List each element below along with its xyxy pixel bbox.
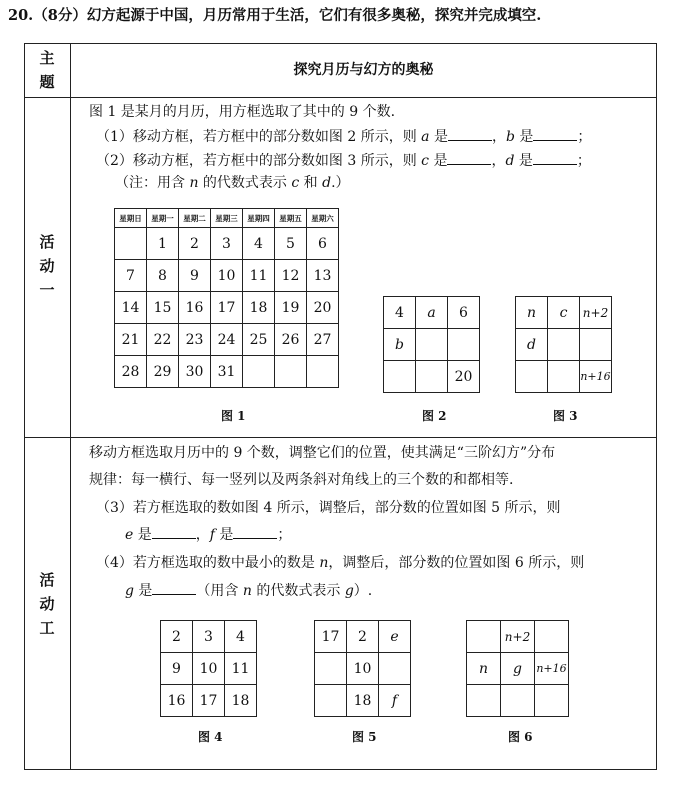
question-2: （2）移动方框，若方框中的部分数如图 3 所示，则 c 是 ，d 是 ； <box>96 150 591 171</box>
calendar-cell: 27 <box>307 324 339 356</box>
weekday-header: 星期三 <box>211 209 243 228</box>
calendar-cell: 31 <box>211 356 243 388</box>
grid-cell <box>315 653 347 685</box>
calendar-row <box>115 356 339 388</box>
grid-cell <box>535 685 569 717</box>
grid-cell: 2 <box>161 621 193 653</box>
grid-cell <box>535 621 569 653</box>
answer-blank-a[interactable] <box>448 126 492 141</box>
grid-cell: 11 <box>225 653 257 685</box>
activity1-label: 活 动 一 <box>39 233 55 299</box>
grid-cell: 6 <box>448 297 480 329</box>
calendar-header-row <box>115 209 339 228</box>
question-3-line2: e 是 ，f 是 ； <box>125 524 291 545</box>
figure-caption-2: 图 2 <box>422 409 447 423</box>
question-4-line1: （4）若方框选取的数中最小的数是 n，调整后，部分数的位置如图 6 所示，则 <box>96 555 585 571</box>
calendar-cell: 30 <box>179 356 211 388</box>
grid-cell <box>315 685 347 717</box>
grid-cell <box>467 685 501 717</box>
calendar-cell: 19 <box>275 292 307 324</box>
calendar-cell: 11 <box>243 260 275 292</box>
answer-blank-d[interactable] <box>533 150 577 165</box>
calendar-cell <box>115 228 147 260</box>
figure-4-grid <box>160 620 257 717</box>
weekday-header: 星期六 <box>307 209 339 228</box>
grid-cell: 18 <box>347 685 379 717</box>
grid-cell: 17 <box>193 685 225 717</box>
figure-caption-5: 图 5 <box>352 730 377 744</box>
figure-caption-6: 图 6 <box>508 730 533 744</box>
grid-cell <box>416 361 448 393</box>
question-1: （1）移动方框，若方框中的部分数如图 2 所示，则 a 是 ，b 是 ； <box>96 126 591 147</box>
grid-cell: n <box>467 653 501 685</box>
figure-3-grid <box>515 296 612 393</box>
weekday-header: 星期一 <box>147 209 179 228</box>
calendar-cell: 28 <box>115 356 147 388</box>
figure-2-grid <box>383 296 480 393</box>
question-4-line2: g 是 （用含 n 的代数式表示 g）. <box>125 580 372 601</box>
grid-cell <box>384 361 416 393</box>
grid-cell: f <box>379 685 411 717</box>
grid-cell: 10 <box>347 653 379 685</box>
note: （注：用含 n 的代数式表示 c 和 d.） <box>115 175 350 191</box>
grid-cell <box>548 361 580 393</box>
weekday-header: 星期二 <box>179 209 211 228</box>
grid-cell <box>501 685 535 717</box>
calendar-cell: 1 <box>147 228 179 260</box>
calendar-cell <box>307 356 339 388</box>
calendar-cell: 9 <box>179 260 211 292</box>
question-header: 20.（8分）幻方起源于中国，月历常用于生活，它们有很多奥秘，探究并完成填空. <box>8 7 542 24</box>
calendar-row <box>115 292 339 324</box>
calendar-cell: 29 <box>147 356 179 388</box>
calendar-cell <box>243 356 275 388</box>
grid-cell: n <box>516 297 548 329</box>
calendar-cell: 7 <box>115 260 147 292</box>
activity2-intro-2: 规律：每一横行、每一竖列以及两条斜对角线上的三个数的和都相等. <box>89 472 514 488</box>
calendar-cell: 23 <box>179 324 211 356</box>
calendar-row <box>115 260 339 292</box>
grid-cell: c <box>548 297 580 329</box>
grid-cell <box>467 621 501 653</box>
calendar-cell: 25 <box>243 324 275 356</box>
grid-cell: n+16 <box>535 653 569 685</box>
calendar-cell: 17 <box>211 292 243 324</box>
calendar-cell <box>275 356 307 388</box>
grid-cell <box>448 329 480 361</box>
calendar-cell: 22 <box>147 324 179 356</box>
calendar-table <box>114 208 339 388</box>
theme-title: 探究月历与幻方的奥秘 <box>293 62 434 78</box>
figure-5-grid <box>314 620 411 717</box>
figure-6-grid <box>466 620 569 717</box>
answer-blank-g[interactable] <box>152 580 196 595</box>
calendar-cell: 24 <box>211 324 243 356</box>
weekday-header: 星期日 <box>115 209 147 228</box>
answer-blank-b[interactable] <box>533 126 577 141</box>
theme-label: 主 题 <box>39 49 55 91</box>
grid-cell: e <box>379 621 411 653</box>
grid-cell: 10 <box>193 653 225 685</box>
activity2-label: 活 动 工 <box>39 571 55 637</box>
answer-blank-c[interactable] <box>447 150 491 165</box>
grid-cell <box>416 329 448 361</box>
calendar-cell: 21 <box>115 324 147 356</box>
grid-cell: 4 <box>384 297 416 329</box>
calendar-cell: 12 <box>275 260 307 292</box>
calendar-cell: 5 <box>275 228 307 260</box>
calendar-cell: 2 <box>179 228 211 260</box>
grid-cell: g <box>501 653 535 685</box>
figure-caption-4: 图 4 <box>198 730 223 744</box>
activity1-intro: 图 1 是某月的月历，用方框选取了其中的 9 个数. <box>89 104 396 120</box>
activity2-intro-1: 移动方框选取月历中的 9 个数，调整它们的位置，使其满足“三阶幻方”分布 <box>89 445 556 461</box>
grid-cell: 2 <box>347 621 379 653</box>
calendar-cell: 16 <box>179 292 211 324</box>
calendar-row <box>115 228 339 260</box>
grid-cell: 9 <box>161 653 193 685</box>
grid-cell <box>580 329 612 361</box>
calendar-cell: 3 <box>211 228 243 260</box>
weekday-header: 星期四 <box>243 209 275 228</box>
grid-cell: n+2 <box>501 621 535 653</box>
calendar-cell: 10 <box>211 260 243 292</box>
calendar-cell: 15 <box>147 292 179 324</box>
grid-cell: n+2 <box>580 297 612 329</box>
grid-cell: 16 <box>161 685 193 717</box>
calendar-cell: 14 <box>115 292 147 324</box>
calendar-cell: 6 <box>307 228 339 260</box>
answer-blank-e[interactable] <box>152 524 196 539</box>
grid-cell: 3 <box>193 621 225 653</box>
grid-cell: 17 <box>315 621 347 653</box>
grid-cell: a <box>416 297 448 329</box>
column-divider <box>70 43 71 770</box>
grid-cell: 20 <box>448 361 480 393</box>
grid-cell: 4 <box>225 621 257 653</box>
calendar-cell: 13 <box>307 260 339 292</box>
weekday-header: 星期五 <box>275 209 307 228</box>
calendar-cell: 20 <box>307 292 339 324</box>
grid-cell: d <box>516 329 548 361</box>
grid-cell: b <box>384 329 416 361</box>
grid-cell <box>548 329 580 361</box>
figure-caption-1: 图 1 <box>221 409 246 423</box>
grid-cell <box>516 361 548 393</box>
grid-cell: 18 <box>225 685 257 717</box>
question-3-line1: （3）若方框选取的数如图 4 所示，调整后，部分数的位置如图 5 所示，则 <box>96 500 561 516</box>
calendar-cell: 4 <box>243 228 275 260</box>
answer-blank-f[interactable] <box>233 524 277 539</box>
grid-cell <box>379 653 411 685</box>
calendar-cell: 8 <box>147 260 179 292</box>
row-divider-theme <box>24 97 657 98</box>
grid-cell: n+16 <box>580 361 612 393</box>
calendar-cell: 18 <box>243 292 275 324</box>
figure-caption-3: 图 3 <box>553 409 578 423</box>
calendar-row <box>115 324 339 356</box>
row-divider-activity <box>24 437 657 438</box>
calendar-cell: 26 <box>275 324 307 356</box>
